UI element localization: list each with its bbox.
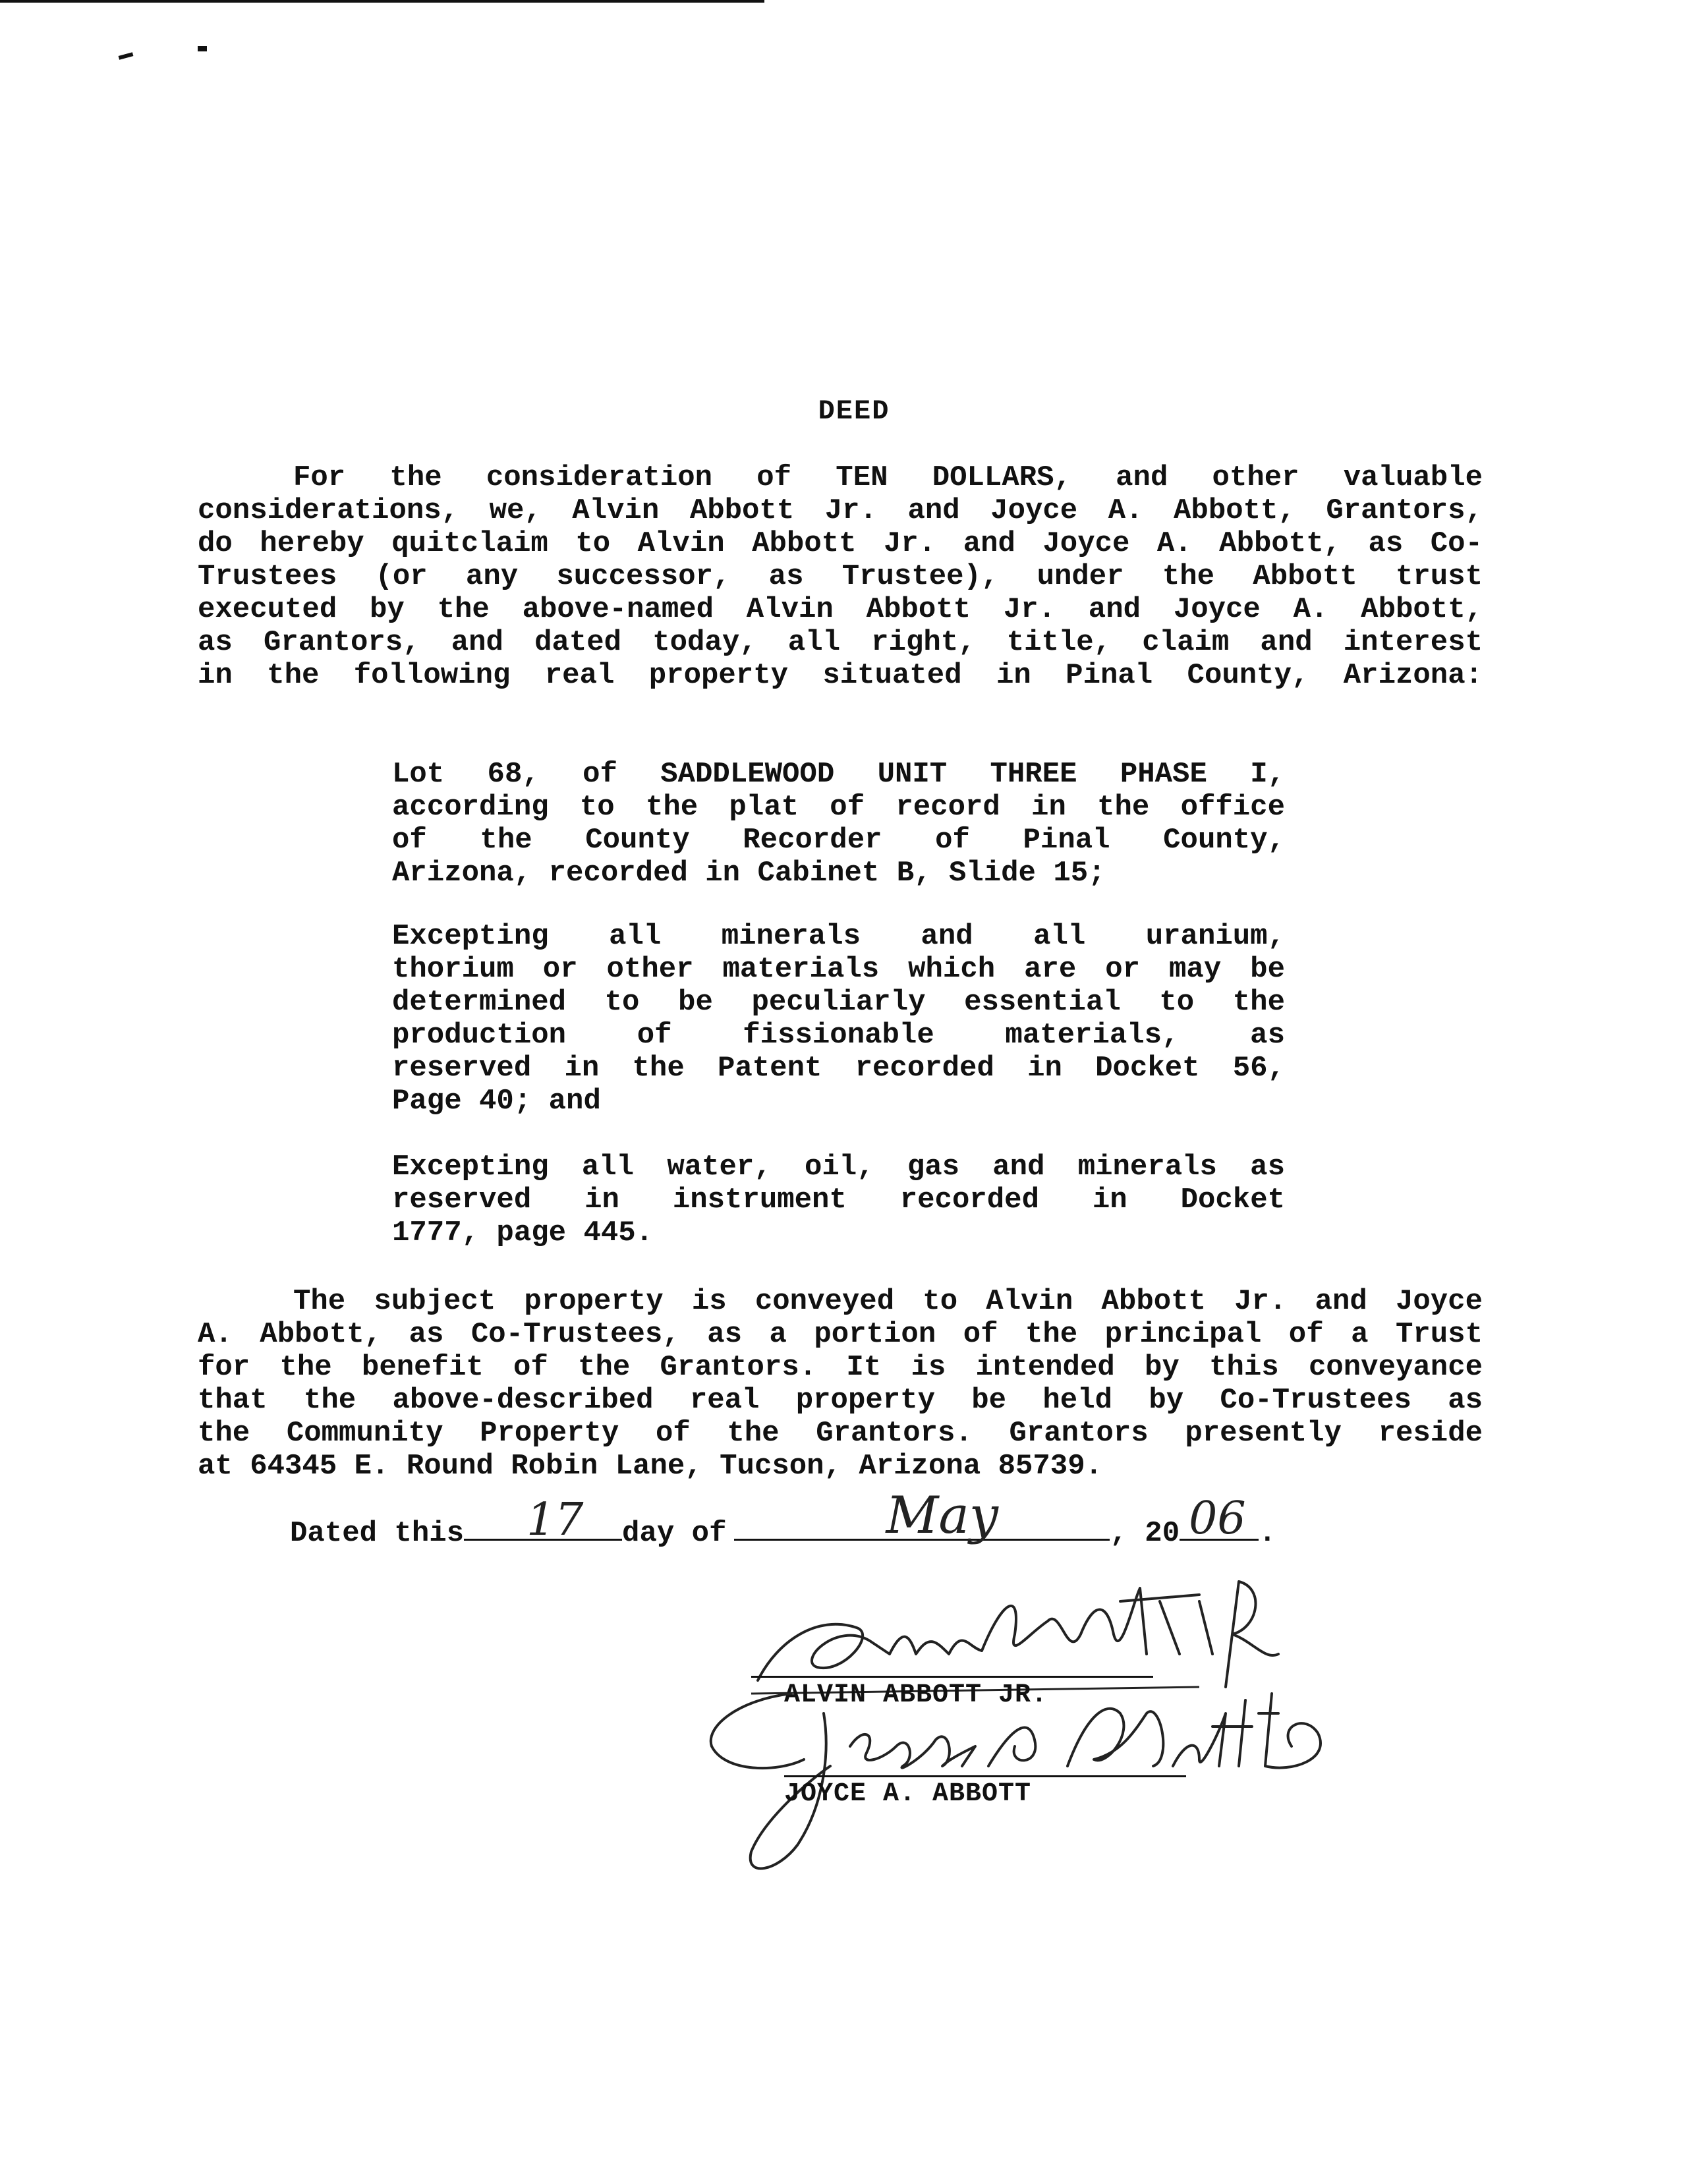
description-line: thorium or other materials which are or may be [392,953,1285,986]
description-line: according to the plat of record in the office [392,791,1285,824]
paragraph-line: considerations, we, Alvin Abbott Jr. and Joyce A. Abbott, Grantors, [198,494,1483,527]
paragraph-line: For the consideration of TEN DOLLARS, and other valuable [293,461,1483,494]
year-handwritten: 06 [1189,1493,1246,1545]
paragraph-line: A. Abbott, as Co-Trustees, as a portion of the principal of a Trust [198,1318,1483,1351]
description-line: of the County Recorder of Pinal County, [392,824,1285,857]
signature-line-joyce [784,1775,1186,1777]
description-line: reserved in instrument recorded in Docket [392,1184,1285,1216]
paragraph-line: that the above-described real property be held by Co-Trustees as [198,1384,1483,1417]
day-label: day of [622,1517,727,1550]
day-blank [464,1494,622,1546]
description-line: determined to be peculiarly essential to the [392,986,1285,1019]
paragraph-line: at 64345 E. Round Robin Lane, Tucson, Arizona 85739. [198,1450,1103,1483]
paragraph-line: the Community Property of the Grantors. Grantors presently reside [198,1417,1483,1450]
legal-description-water-exception [392,1151,1285,1249]
paragraph-line: do hereby quitclaim to Alvin Abbott Jr. and Joyce A. Abbott, as Co- [198,527,1483,560]
description-line: Excepting all minerals and all uranium, [392,920,1285,953]
scan-speck [198,46,207,51]
year-prefix: , 20 [1110,1517,1180,1550]
legal-description-lot [392,758,1285,890]
month-blank [734,1486,1110,1545]
dated-line [290,1486,1276,1550]
trust-paragraph [198,1285,1483,1483]
paragraph-line: for the benefit of the Grantors. It is intended by this conveyance [198,1351,1483,1384]
legal-description-mineral-exception [392,920,1285,1118]
document-title: DEED [818,395,890,427]
description-line: reserved in the Patent recorded in Docket 56, [392,1052,1285,1085]
description-line: 1777, page 445. [392,1216,654,1249]
month-handwritten: May [886,1486,998,1545]
paragraph-line: Trustees (or any successor, as Trustee), under the Abbott trust [198,560,1483,593]
paragraph-line: in the following real property situated in Pinal County, Arizona: [198,659,1483,692]
description-line: production of fissionable materials, as [392,1019,1285,1052]
scan-speck [119,52,134,59]
paragraph-line: as Grantors, and dated today, all right, title, claim and interest [198,626,1483,659]
signer-name-joyce: JOYCE A. ABBOTT [784,1779,1032,1809]
paragraph-line: executed by the above-named Alvin Abbott Jr. and Joyce A. Abbott, [198,593,1483,626]
description-line: Arizona, recorded in Cabinet B, Slide 15; [392,857,1106,890]
dated-suffix: . [1259,1517,1276,1550]
scan-edge-line [0,0,764,3]
paragraph-line: The subject property is conveyed to Alvin Abbott Jr. and Joyce [293,1285,1483,1318]
description-line: Excepting all water, oil, gas and minerals as [392,1151,1285,1184]
dated-prefix: Dated this [290,1517,465,1550]
description-line: Page 40; and [392,1085,601,1118]
day-handwritten: 17 [527,1494,584,1546]
year-blank [1180,1493,1259,1545]
signer-name-alvin: ALVIN ABBOTT JR. [784,1680,1048,1710]
conveyance-paragraph [198,461,1483,692]
description-line: Lot 68, of SADDLEWOOD UNIT THREE PHASE I, [392,758,1285,791]
